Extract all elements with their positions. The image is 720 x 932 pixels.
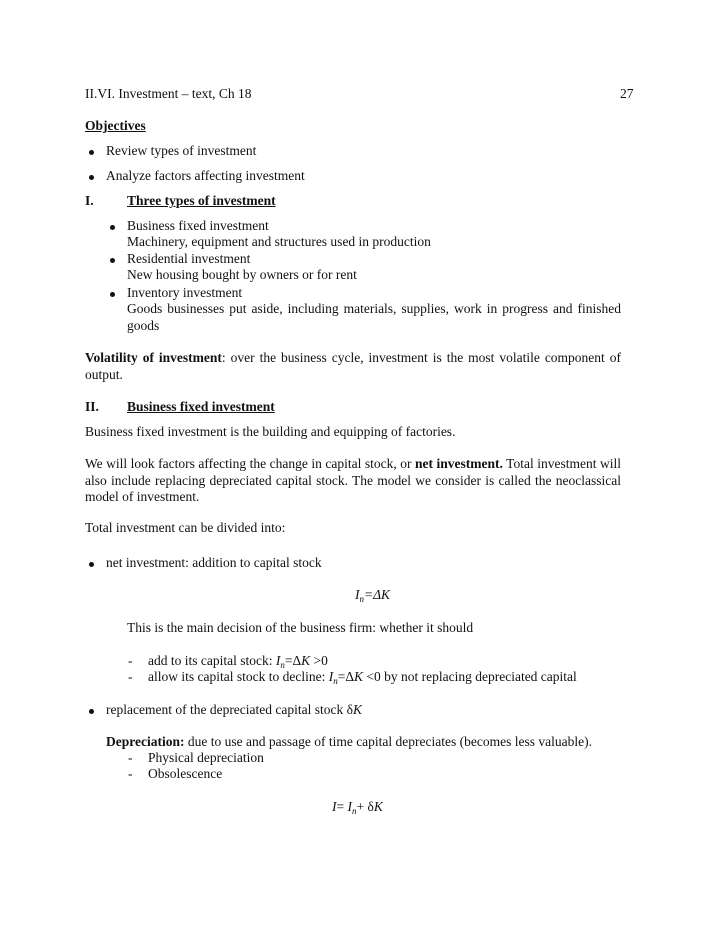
division-intro: Total investment can be divided into: [85,520,286,535]
equation-rhs: =ΔK [364,587,391,602]
objective-item: Analyze factors affecting investment [106,168,305,183]
equation-var: I [328,669,334,684]
equation-op: =Δ [337,669,354,684]
equation-var: K [353,702,363,717]
equation-var: K [301,653,311,668]
type-description: Goods businesses put aside, including materials, supplies, work in progress and finished goods [127,301,621,333]
equation-var: I [275,653,281,668]
section-number: I. [85,193,94,208]
bullet-icon [89,175,94,180]
main-decision-text: This is the main decision of the business firm: whether it should [127,620,474,635]
net-investment-term: net investment. [415,456,503,471]
running-header: II.VI. Investment – text, Ch 18 [85,86,252,101]
volatility-term: Volatility of investment [85,350,222,365]
depreciation-item: Physical depreciation [148,750,264,765]
type-title: Residential investment [127,251,251,266]
bullet-icon [110,258,115,263]
type-title: Business fixed investment [127,218,269,233]
equation-net-investment [355,587,390,607]
section-heading: Three types of investment [127,193,276,208]
equation-sub: n [280,660,285,670]
type-description: New housing bought by owners or for rent [127,267,357,282]
volatility-paragraph [85,350,621,383]
bullet-icon [89,562,94,567]
depreciation-definition [106,734,592,750]
type-description: Machinery, equipment and structures used in production [127,234,431,249]
paragraph-text: Total investment will also include replacing depreciated capital stock. The model we consider is called the neoclassical model of investment. [85,456,621,504]
section-number: II. [85,399,99,414]
dash-text: add to its capital stock: [148,653,276,668]
equation-op: + δ [356,799,374,814]
net-investment-bullet: net investment: addition to capital stock [106,555,322,570]
equation-var: I [347,799,352,814]
dash-text: allow its capital stock to decline: [148,669,329,684]
objectives-heading: Objectives [85,118,146,133]
equation-op: = [336,799,348,814]
dash-item-decline [148,669,577,689]
net-investment-paragraph [85,456,621,506]
replacement-text: replacement of the depreciated capital stock δ [106,702,353,717]
depreciation-item: Obsolescence [148,766,223,781]
equation-total-investment [332,799,383,819]
equation-sub: n [333,676,338,686]
section-heading: Business fixed investment [127,399,275,414]
volatility-text: : over the business cycle, investment is the most volatile component of output. [85,350,622,382]
equation-var: K [373,799,383,814]
bullet-icon [110,292,115,297]
dash-marker: - [128,669,133,684]
bullet-icon [89,709,94,714]
intro-text: Business fixed investment is the building and equipping of factories. [85,424,456,439]
dash-marker: - [128,766,133,781]
dash-marker: - [128,653,133,668]
equation-var: I [332,799,337,814]
equation-op: =Δ [284,653,302,668]
depreciation-text: due to use and passage of time capital depreciates (becomes less valuable). [184,734,592,749]
equation-sub: n [352,806,357,816]
page-number: 27 [620,86,634,101]
bullet-icon [89,150,94,155]
equation-post: <0 by not replacing depreciated capital [363,669,577,684]
objective-item: Review types of investment [106,143,257,158]
equation-post: >0 [310,653,328,668]
depreciation-term: Depreciation: [106,734,185,749]
equation-var: I [355,587,360,602]
replacement-bullet [106,702,362,718]
paragraph-text: We will look factors affecting the change in capital stock, or [85,456,416,471]
bullet-icon [110,225,115,230]
dash-marker: - [128,750,133,765]
type-title: Inventory investment [127,285,243,300]
equation-sub: n [359,594,364,604]
equation-var: K [354,669,364,684]
